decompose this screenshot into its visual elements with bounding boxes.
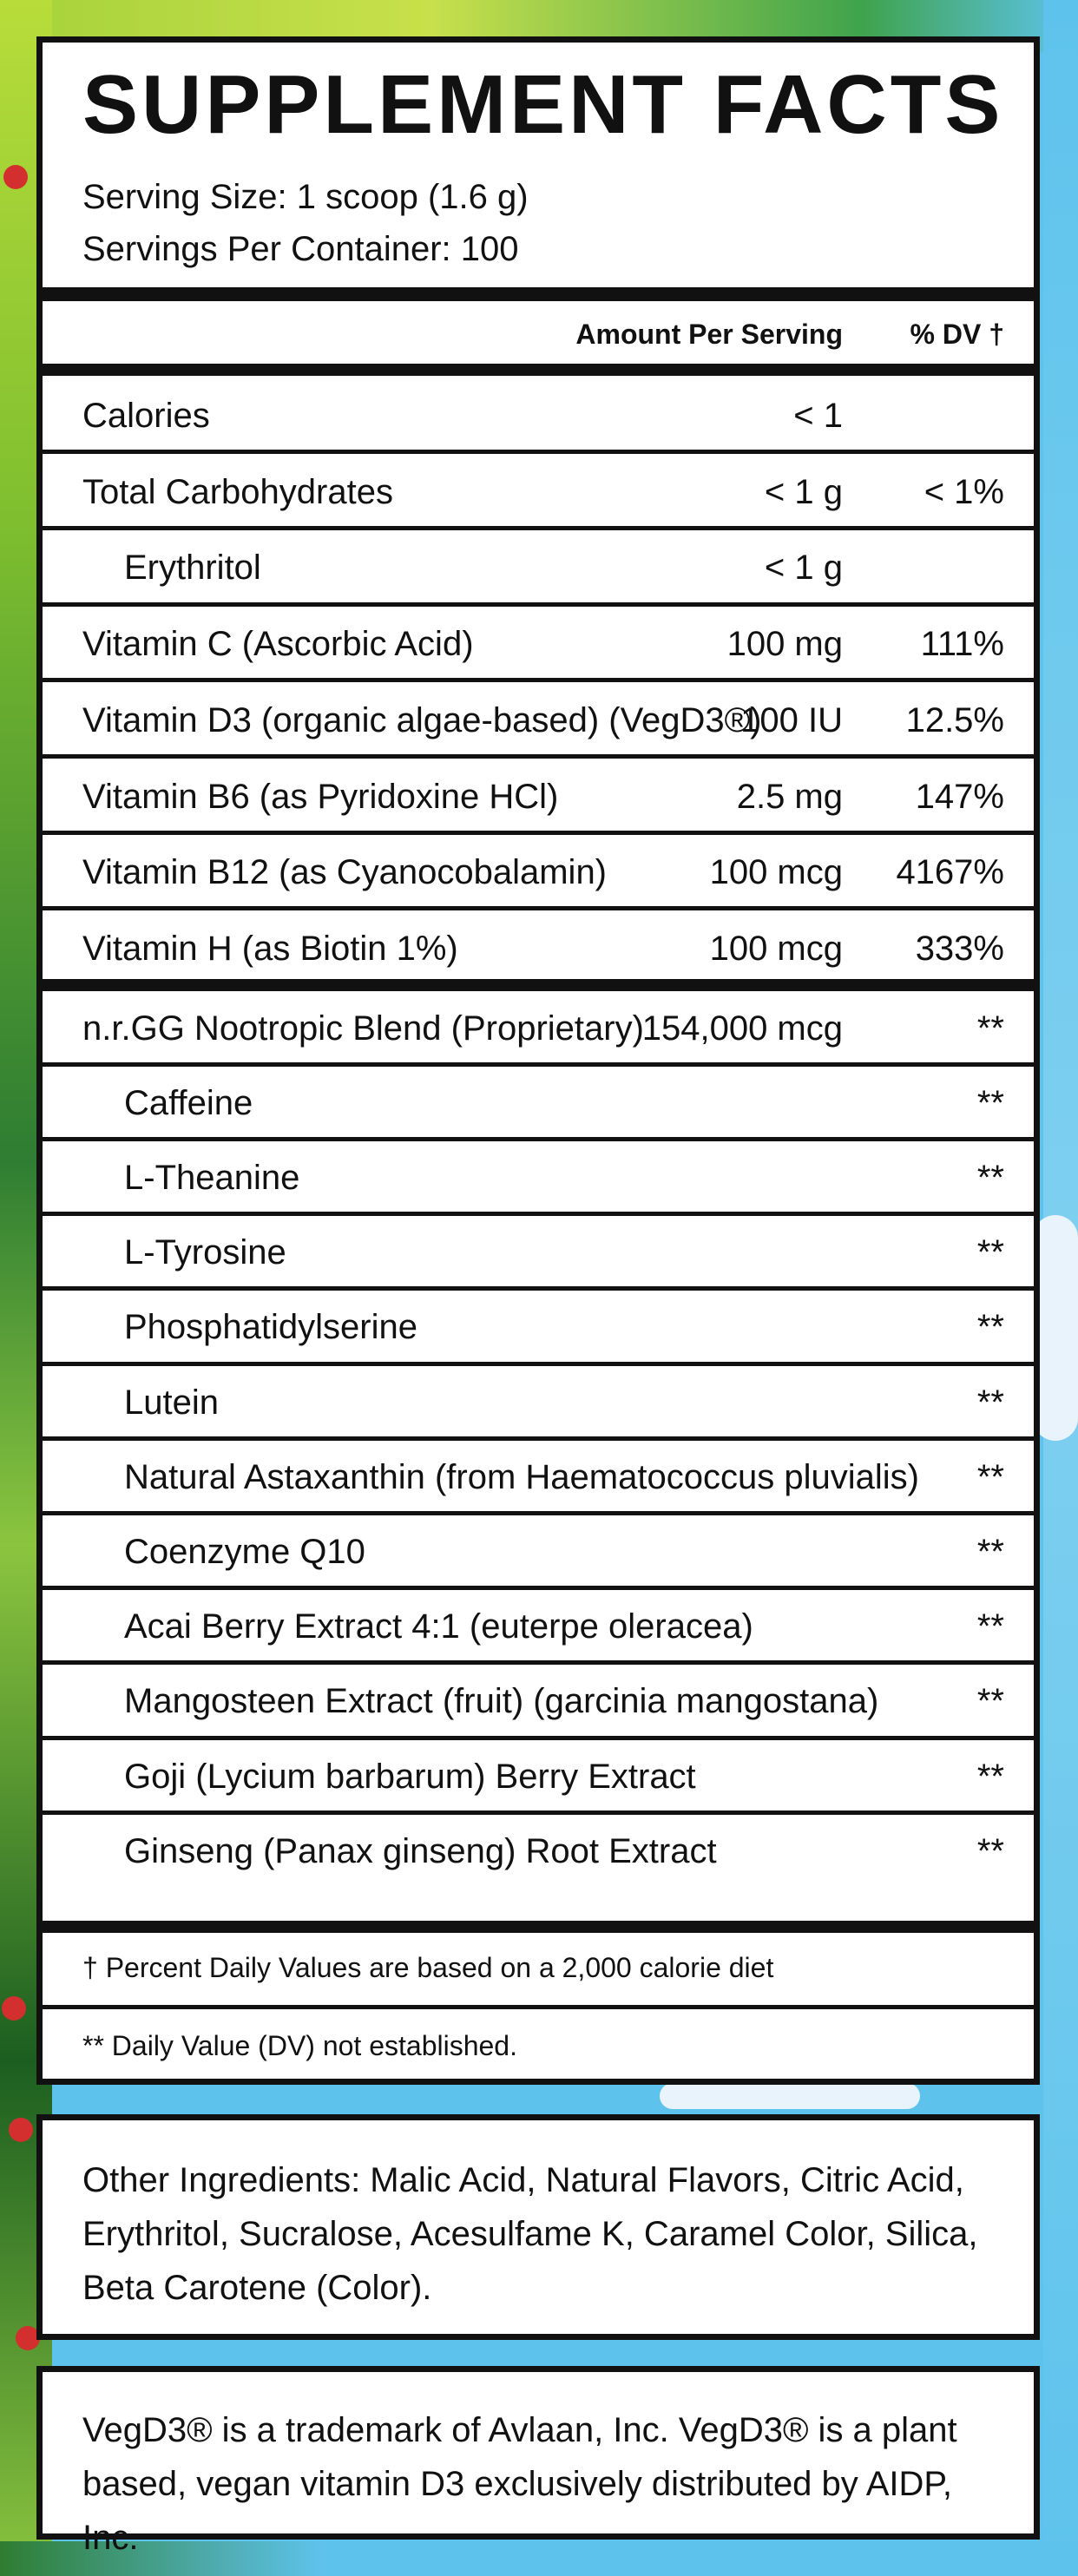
amount-per-serving-header: Amount Per Serving	[575, 319, 843, 350]
daily-value-percent: 12.5%	[905, 700, 1004, 739]
daily-value-percent: 333%	[915, 929, 1004, 968]
divider	[43, 2005, 1034, 2009]
ingredient-name: L-Tyrosine	[124, 1233, 286, 1272]
blend-item-row	[43, 1363, 1034, 1438]
ingredient-name: Vitamin D3 (organic algae-based) (VegD3®)	[82, 700, 762, 739]
ingredient-name: Ginseng (Panax ginseng) Root Extract	[124, 1831, 717, 1870]
daily-value-percent: **	[976, 1457, 1004, 1496]
daily-value-percent: 111%	[920, 625, 1004, 664]
blend-item-row	[43, 1437, 1034, 1513]
ingredient-name: L-Theanine	[124, 1159, 300, 1197]
daily-value-percent: **	[976, 1682, 1004, 1721]
amount-per-serving: 2.5 mg	[736, 777, 843, 816]
nutrient-row	[43, 832, 1034, 908]
ingredient-name: Erythritol	[124, 549, 261, 588]
ingredient-name: Vitamin B12 (as Cyanocobalamin)	[82, 853, 608, 892]
cloud-decoration	[660, 2083, 920, 2109]
daily-value-percent: **	[976, 1159, 1004, 1197]
amount-per-serving: < 1	[793, 397, 843, 435]
panel-title: SUPPLEMENT FACTS	[82, 58, 1004, 151]
ingredient-name: Caffeine	[124, 1083, 253, 1122]
amount-per-serving: 100 mcg	[709, 853, 843, 892]
berry-decoration	[9, 2118, 33, 2142]
nutrient-row	[43, 757, 1034, 832]
berry-decoration	[2, 1996, 26, 2021]
nutrient-row	[43, 909, 1034, 984]
ingredient-name: Coenzyme Q10	[124, 1533, 365, 1571]
footnote-not-established: ** Daily Value (DV) not established.	[82, 2030, 517, 2061]
blend-item-row	[43, 1138, 1034, 1213]
thick-divider	[43, 1921, 1034, 1933]
ingredient-name: Goji (Lycium barbarum) Berry Extract	[124, 1757, 696, 1796]
daily-value-percent: **	[976, 1233, 1004, 1272]
ingredient-name: Vitamin C (Ascorbic Acid)	[82, 625, 474, 664]
daily-value-percent: **	[976, 1383, 1004, 1422]
amount-per-serving: < 1 g	[764, 472, 843, 511]
blend-item-row	[43, 1661, 1034, 1737]
thick-divider	[43, 364, 1034, 376]
nutrient-row	[43, 528, 1034, 603]
daily-value-percent: **	[976, 1009, 1004, 1048]
ingredient-name: Natural Astaxanthin (from Haematococcus pluvialis)	[124, 1457, 919, 1496]
amount-per-serving: 100 mcg	[709, 929, 843, 968]
other-ingredients-panel	[36, 2114, 1040, 2340]
daily-value-percent: **	[976, 1757, 1004, 1796]
daily-value-percent: **	[976, 1533, 1004, 1571]
daily-value-percent: 147%	[915, 777, 1004, 816]
ingredient-name: Vitamin B6 (as Pyridoxine HCl)	[82, 777, 559, 816]
blend-row	[43, 989, 1034, 1064]
thick-divider	[43, 287, 1034, 301]
daily-value-percent: **	[976, 1831, 1004, 1870]
blend-item-row	[43, 1287, 1034, 1363]
footnote-daily-value: † Percent Daily Values are based on a 2,000 calorie diet	[82, 1952, 774, 1983]
daily-value-header: % DV †	[910, 319, 1004, 350]
trademark-panel	[36, 2366, 1040, 2557]
ingredient-name: n.r.GG Nootropic Blend (Proprietary)	[82, 1009, 644, 1048]
ingredient-name: Acai Berry Extract 4:1 (euterpe oleracea)	[124, 1607, 753, 1646]
nutrient-row	[43, 376, 1034, 451]
daily-value-percent: < 1%	[924, 472, 1004, 511]
serving-size: Serving Size: 1 scoop (1.6 g)	[82, 178, 529, 216]
amount-per-serving: 100 mg	[726, 625, 843, 664]
blend-item-row	[43, 1587, 1034, 1662]
trademark-text: VegD3® is a trademark of Avlaan, Inc. VegD3® is a plant based, vegan vitamin D3 exclusively distributed by AIDP, Inc.	[82, 2411, 957, 2557]
blend-item-row	[43, 1512, 1034, 1587]
ingredient-name: Lutein	[124, 1383, 219, 1422]
servings-per-container: Servings Per Container: 100	[82, 230, 519, 268]
blend-item-row	[43, 1737, 1034, 1812]
daily-value-percent: **	[976, 1308, 1004, 1347]
blend-item-row	[43, 1811, 1034, 1887]
daily-value-percent: **	[976, 1607, 1004, 1646]
nutrient-row	[43, 604, 1034, 680]
nutrient-row	[43, 680, 1034, 756]
blend-item-row	[43, 1063, 1034, 1139]
amount-per-serving: < 1 g	[764, 549, 843, 588]
amount-per-serving: 154,000 mcg	[641, 1009, 843, 1048]
blend-item-row	[43, 1212, 1034, 1288]
daily-value-percent: 4167%	[896, 853, 1004, 892]
ingredient-name: Mangosteen Extract (fruit) (garcinia mangostana)	[124, 1682, 879, 1721]
other-ingredients-text: Other Ingredients: Malic Acid, Natural Flavors, Citric Acid, Erythritol, Sucralose, Acesulfame K, Caramel Color, Silica, Beta Carotene (Color).	[82, 2161, 978, 2307]
ingredient-name: Vitamin H (as Biotin 1%)	[82, 929, 458, 968]
nutrient-row	[43, 452, 1034, 528]
berry-decoration	[3, 165, 28, 189]
supplement-facts-panel	[36, 36, 1040, 2085]
daily-value-percent: **	[976, 1083, 1004, 1122]
ingredient-name: Phosphatidylserine	[124, 1308, 417, 1347]
amount-per-serving: 100 IU	[740, 700, 843, 739]
ingredient-name: Calories	[82, 397, 210, 435]
ingredient-name: Total Carbohydrates	[82, 472, 393, 511]
